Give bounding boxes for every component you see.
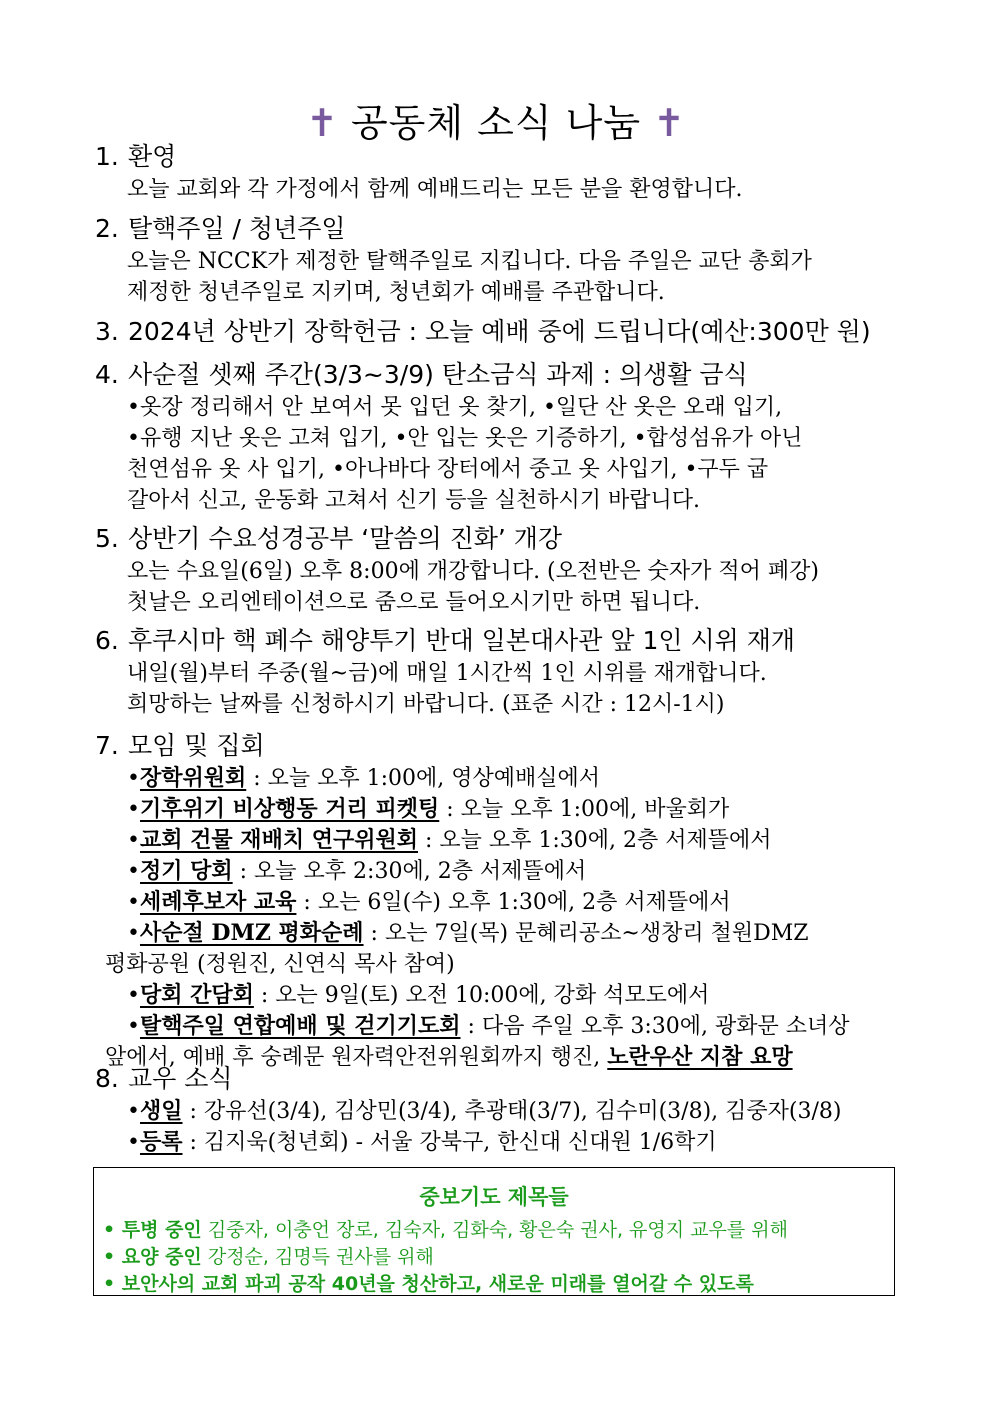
section-meetings: [95, 729, 905, 1073]
section-number: 5.: [95, 524, 119, 553]
section-member-news: [95, 1062, 905, 1158]
item-label: 등록: [139, 1129, 183, 1155]
section-text: 내일(월)부터 주중(월~금)에 매일 1시간씩 1인 시위를 재개합니다.: [127, 661, 767, 686]
item-label: 기후위기 비상행동 거리 피켓팅: [139, 796, 440, 822]
cross-icon: ✝: [653, 101, 686, 145]
item-text: : 오늘 오후 1:00에, 바울회가: [439, 797, 730, 822]
item-text: : 오는 6일(수) 오후 1:30에, 2층 서제뜰에서: [296, 890, 731, 915]
item-text: : 강유선(3/4), 김상민(3/4), 추광태(3/7), 김수미(3/8), 김중자(3/8): [182, 1099, 842, 1124]
item-continuation: 평화공원 (정원진, 신연식 목사 참여): [105, 952, 455, 977]
section-heading: [95, 729, 905, 763]
section-heading: [95, 624, 905, 658]
item-label: 장학위원회: [139, 765, 247, 791]
section-title: 후쿠시마 핵 폐수 해양투기 반대 일본대사관 앞 1인 시위 재개: [128, 626, 796, 655]
section-text: 희망하는 날짜를 신청하시기 바랍니다. (표준 시간 : 12시-1시): [127, 692, 725, 717]
prayer-item-text: 김중자, 이충언 장로, 김숙자, 김화숙, 황은숙 권사, 유영지 교우를 위해: [201, 1219, 788, 1241]
section-number: 2.: [95, 214, 119, 243]
list-item: •당회 간담회 : 오는 9일(토) 오전 10:00에, 강화 석모도에서: [127, 982, 710, 1008]
section-heading: [95, 140, 905, 174]
item-emphasis: 노란우산 지참 요망: [607, 1044, 793, 1070]
item-label: 정기 당회: [139, 858, 233, 884]
section-bible-study: [95, 522, 905, 618]
section-nuclear-sunday: [95, 212, 905, 308]
section-text: 천연섬유 옷 사 입기, •아나바다 장터에서 중고 옷 사입기, •구두 굽: [127, 457, 769, 482]
item-text: : 오는 9일(토) 오전 10:00에, 강화 석모도에서: [253, 983, 710, 1008]
section-title: 교우 소식: [128, 1064, 233, 1093]
section-title: 사순절 셋째 주간(3/3~3/9) 탄소금식 과제 : 의생활 금식: [128, 360, 748, 389]
list-item: •등록 : 김지욱(청년회) - 서울 강북구, 한신대 신대원 1/6학기: [127, 1129, 717, 1155]
page-title-text: 공동체 소식 나눔: [350, 101, 642, 145]
item-text: : 김지욱(청년회) - 서울 강북구, 한신대 신대원 1/6학기: [182, 1130, 717, 1155]
list-item: •장학위원회 : 오늘 오후 1:00에, 영상예배실에서: [127, 765, 601, 791]
section-text: 오늘은 NCCK가 제정한 탈핵주일로 지킵니다. 다음 주일은 교단 총회가: [127, 249, 812, 274]
section-title: 모임 및 집회: [128, 731, 265, 760]
section-title: 2024년 상반기 장학헌금 : 오늘 예배 중에 드립니다(예산:300만 원): [128, 317, 871, 346]
section-welcome: [95, 140, 905, 205]
section-text: 갈아서 신고, 운동화 고쳐서 신기 등을 실천하시기 바랍니다.: [127, 488, 700, 513]
section-number: 6.: [95, 626, 119, 655]
section-number: 8.: [95, 1064, 119, 1093]
section-title: 환영: [128, 142, 177, 171]
section-number: 4.: [95, 360, 119, 389]
section-protest: [95, 624, 905, 720]
section-heading: [95, 358, 905, 392]
prayer-item-label: • 요양 중인: [103, 1246, 202, 1268]
item-text: : 오늘 오후 1:00에, 영상예배실에서: [246, 766, 601, 791]
prayer-box-title: 중보기도 제목들: [419, 1185, 569, 1209]
prayer-box: [93, 1167, 895, 1296]
section-heading: [95, 1062, 905, 1096]
section-number: 7.: [95, 731, 119, 760]
prayer-item-text: 강정순, 김명득 권사를 위해: [201, 1246, 434, 1268]
item-label: 생일: [139, 1098, 183, 1124]
item-label: 당회 간담회: [139, 982, 254, 1008]
list-item: •사순절 DMZ 평화순례 : 오는 7일(목) 문혜리공소~생창리 철원DMZ: [127, 920, 809, 946]
section-text: 오는 수요일(6일) 오후 8:00에 개강합니다. (오전반은 숫자가 적어 폐강): [127, 559, 819, 584]
item-label: 세례후보자 교육: [139, 889, 297, 915]
list-item: •기후위기 비상행동 거리 피켓팅 : 오늘 오후 1:00에, 바울회가: [127, 796, 730, 822]
section-text: 오늘 교회와 각 가정에서 함께 예배드리는 모든 분을 환영합니다.: [127, 177, 743, 202]
list-item: •정기 당회 : 오늘 오후 2:30에, 2층 서제뜰에서: [127, 858, 587, 884]
prayer-item-label: • 투병 중인: [103, 1219, 202, 1241]
section-carbon-fast: [95, 358, 905, 516]
item-text: : 오늘 오후 2:30에, 2층 서제뜰에서: [232, 859, 587, 884]
item-label: 탈핵주일 연합예배 및 걷기기도회: [139, 1013, 461, 1039]
section-heading: [95, 315, 905, 349]
prayer-item: [94, 1217, 894, 1244]
item-text: : 오늘 오후 1:30에, 2층 서제뜰에서: [418, 828, 772, 853]
item-label: 교회 건물 재배치 연구위원회: [139, 827, 418, 853]
item-text: 앞에서, 예배 후 숭례문 원자력안전위원회까지 행진,: [105, 1045, 608, 1070]
list-item: •교회 건물 재배치 연구위원회 : 오늘 오후 1:30에, 2층 서제뜰에서: [127, 827, 772, 853]
section-title: 상반기 수요성경공부 ‘말씀의 진화’ 개강: [128, 524, 563, 553]
cross-icon: ✝: [306, 101, 339, 145]
section-heading: [95, 212, 905, 246]
item-text: : 다음 주일 오후 3:30에, 광화문 소녀상: [460, 1014, 850, 1039]
list-item: •세례후보자 교육 : 오는 6일(수) 오후 1:30에, 2층 서제뜰에서: [127, 889, 731, 915]
page-title: [0, 92, 992, 147]
prayer-item-label: • 보안사의 교회 파괴 공작 40년을 청산하고, 새로운 미래를 열어갈 수 있도록: [103, 1273, 754, 1295]
list-item: •생일 : 강유선(3/4), 김상민(3/4), 추광태(3/7), 김수미(3/8), 김중자(3/8): [127, 1098, 842, 1124]
item-text: : 오는 7일(목) 문혜리공소~생창리 철원DMZ: [363, 921, 809, 946]
prayer-item: [94, 1244, 894, 1271]
section-text: 첫날은 오리엔테이션으로 줌으로 들어오시기만 하면 됩니다.: [127, 590, 701, 615]
item-label: 사순절 DMZ 평화순례: [139, 920, 364, 946]
section-number: 3.: [95, 317, 119, 346]
section-scholarship: [95, 315, 905, 349]
section-text: •옷장 정리해서 안 보여서 못 입던 옷 찾기, •일단 산 옷은 오래 입기,: [127, 395, 783, 420]
section-text: •유행 지난 옷은 고쳐 입기, •안 입는 옷은 기증하기, •합성섬유가 아닌: [127, 426, 803, 451]
section-text: 제정한 청년주일로 지키며, 청년회가 예배를 주관합니다.: [127, 280, 665, 305]
section-number: 1.: [95, 142, 119, 171]
section-title: 탈핵주일 / 청년주일: [128, 214, 346, 243]
list-item: •탈핵주일 연합예배 및 걷기기도회 : 다음 주일 오후 3:30에, 광화문 소녀상: [127, 1013, 850, 1039]
section-heading: [95, 522, 905, 556]
prayer-item: [94, 1271, 894, 1298]
